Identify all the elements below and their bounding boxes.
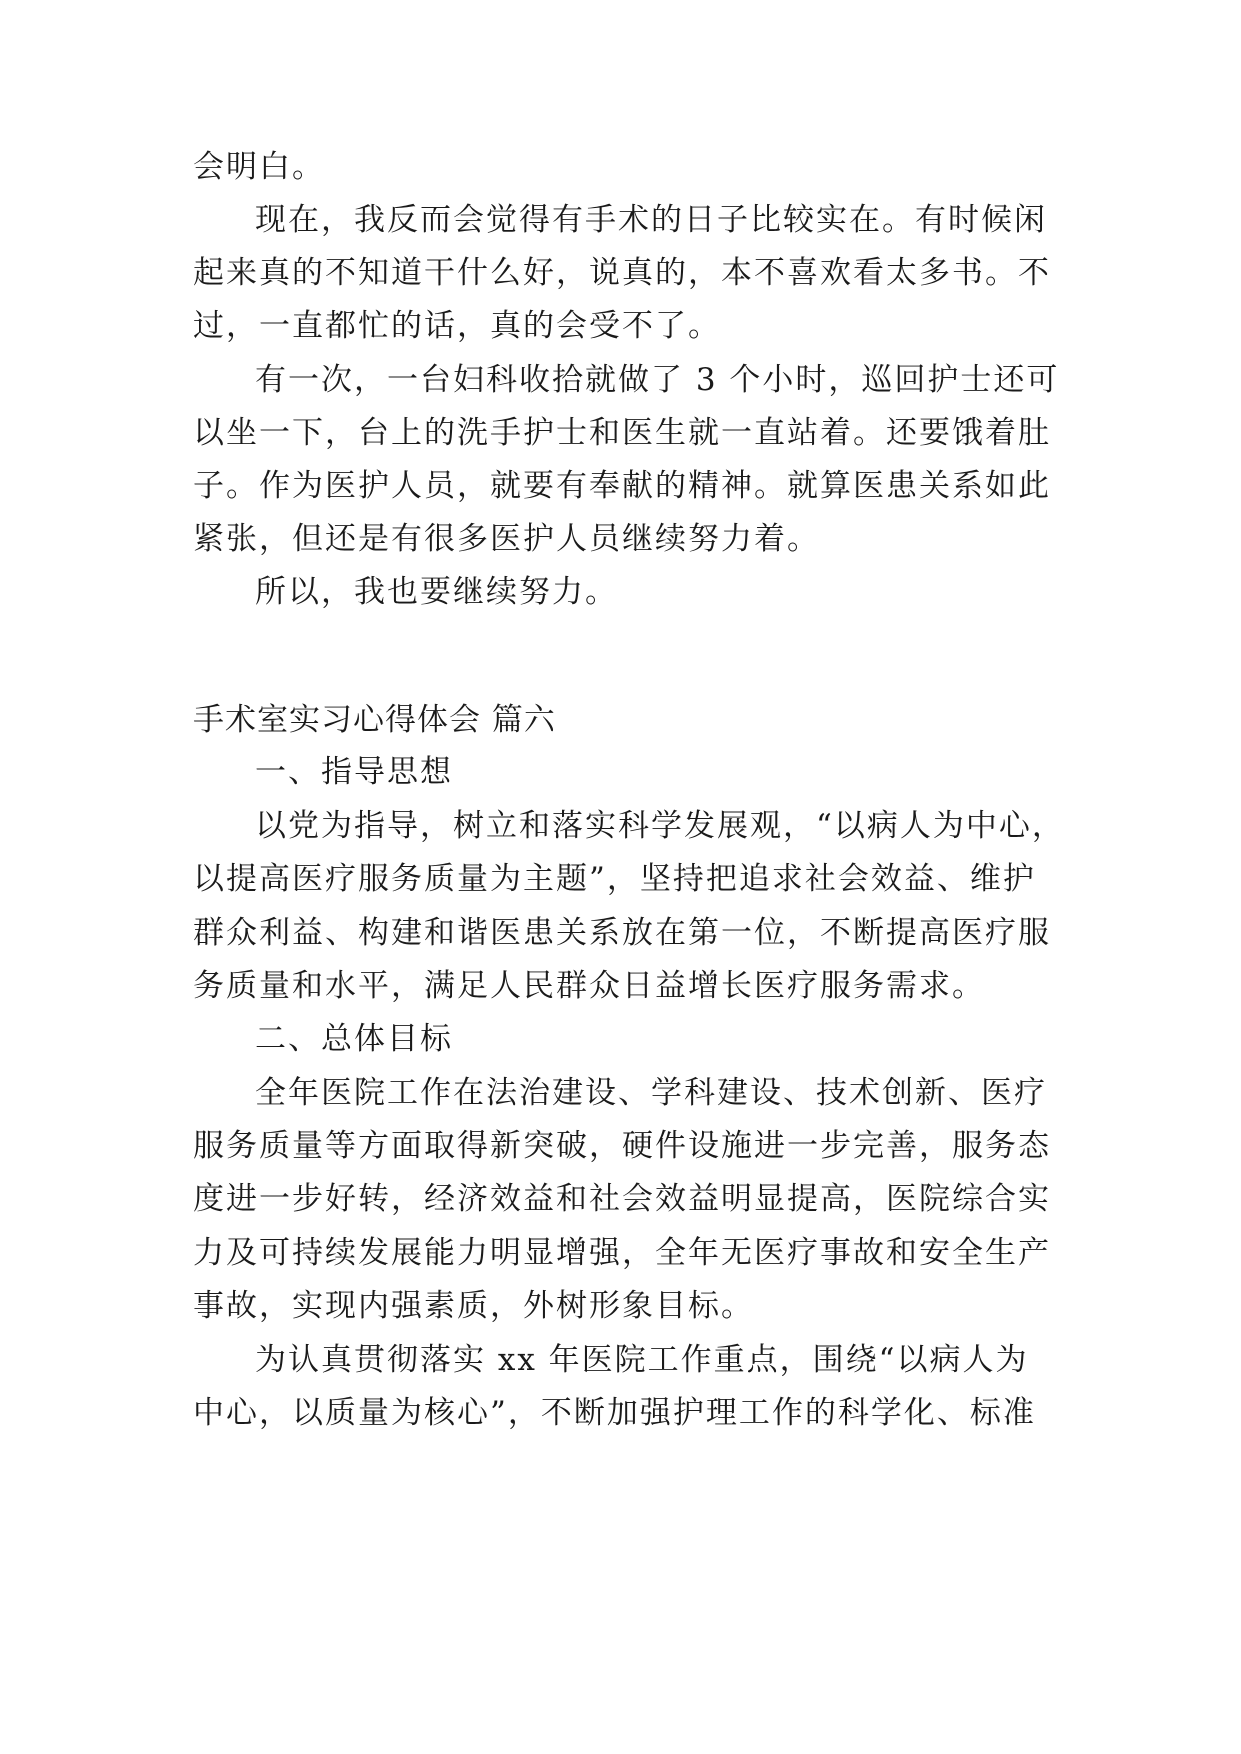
text-line: 有一次，一台妇科收拾就做了 3 个小时，巡回护士还可 bbox=[255, 362, 1060, 398]
text-line: 以党为指导，树立和落实科学发展观，“以病人为中心， bbox=[255, 808, 1065, 844]
text-line: 务质量和水平，满足人民群众日益增长医疗服务需求。 bbox=[193, 968, 985, 1004]
text-line: 全年医院工作在法治建设、学科建设、技术创新、医疗 bbox=[255, 1075, 1047, 1111]
text-line: 事故，实现内强素质，外树形象目标。 bbox=[193, 1288, 754, 1324]
section-heading: 手术室实习心得体会 篇六 bbox=[193, 702, 556, 738]
text-line: 以坐一下，台上的洗手护士和医生就一直站着。还要饿着肚 bbox=[193, 415, 1051, 451]
text-line: 起来真的不知道干什么好，说真的，本不喜欢看太多书。不 bbox=[193, 255, 1051, 291]
text-line: 现在，我反而会觉得有手术的日子比较实在。有时候闲 bbox=[255, 202, 1047, 238]
text-line: 子。作为医护人员，就要有奉献的精神。就算医患关系如此 bbox=[193, 468, 1051, 504]
text-line: 紧张，但还是有很多医护人员继续努力着。 bbox=[193, 521, 820, 557]
text-line: 所以，我也要继续努力。 bbox=[255, 574, 618, 610]
text-line: 服务质量等方面取得新突破，硬件设施进一步完善，服务态 bbox=[193, 1128, 1051, 1164]
text-line: 过，一直都忙的话，真的会受不了。 bbox=[193, 308, 721, 344]
text-line: 会明白。 bbox=[193, 149, 325, 185]
text-line: 群众利益、构建和谐医患关系放在第一位，不断提高医疗服 bbox=[193, 915, 1051, 951]
text-line: 度进一步好转，经济效益和社会效益明显提高，医院综合实 bbox=[193, 1181, 1051, 1217]
text-line: 以提高医疗服务质量为主题”，坚持把追求社会效益、维护 bbox=[193, 861, 1036, 897]
text-line: 力及可持续发展能力明显增强，全年无医疗事故和安全生产 bbox=[193, 1235, 1051, 1271]
subheading: 二、总体目标 bbox=[255, 1021, 453, 1057]
text-line: 为认真贯彻落实 xx 年医院工作重点，围绕“以病人为 bbox=[255, 1342, 1029, 1378]
subheading: 一、指导思想 bbox=[255, 754, 453, 790]
text-line: 中心，以质量为核心”，不断加强护理工作的科学化、标准 bbox=[193, 1395, 1036, 1431]
